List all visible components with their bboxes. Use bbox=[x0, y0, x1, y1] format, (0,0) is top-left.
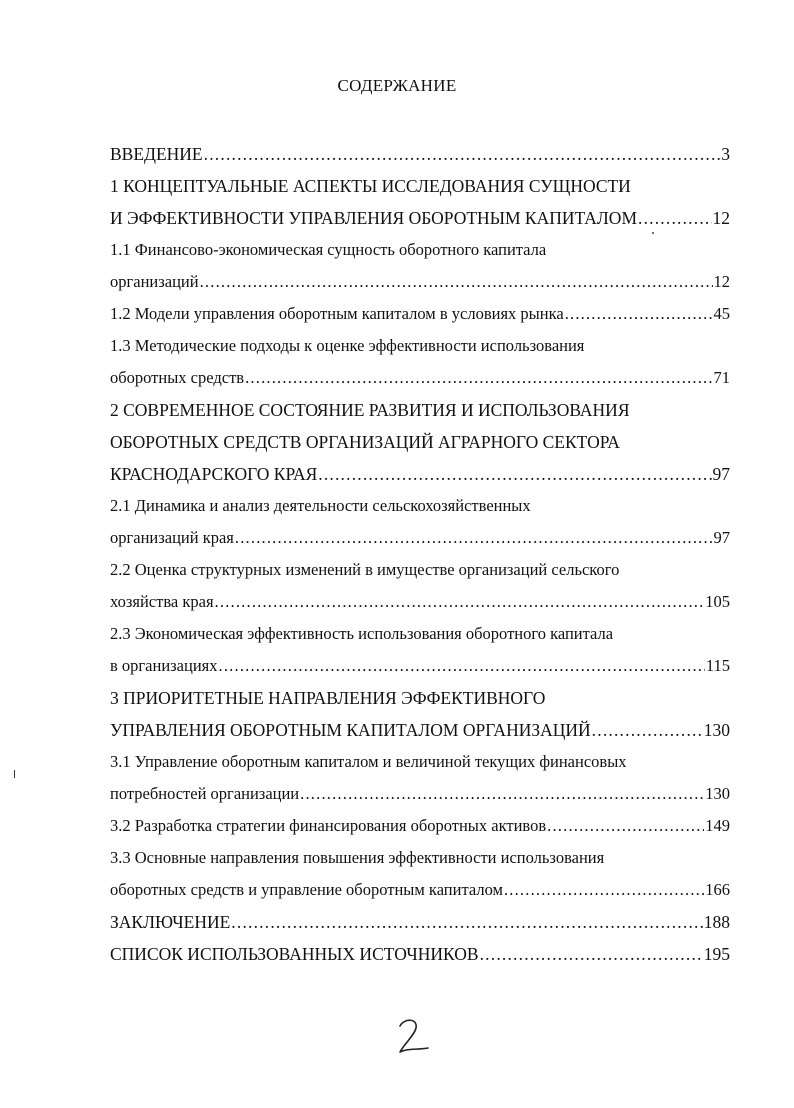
dot-leader bbox=[245, 362, 712, 394]
toc-entry-title: 2.3 Экономическая эффективность использования оборотного капитала bbox=[110, 624, 614, 643]
toc-page-number: 97 bbox=[712, 464, 730, 484]
toc-entry-line bbox=[110, 170, 730, 202]
toc-entry-line bbox=[110, 330, 730, 362]
toc-page-number: 105 bbox=[705, 592, 730, 611]
toc-entry-title: в организациях bbox=[110, 656, 218, 675]
dot-leader bbox=[547, 810, 704, 842]
toc-entry-title: потребностей организации bbox=[110, 784, 300, 803]
toc-entry-line bbox=[110, 906, 730, 938]
toc-entry-line bbox=[110, 746, 730, 778]
toc-entry-line bbox=[110, 522, 730, 554]
toc-page-number: 130 bbox=[705, 784, 730, 803]
toc-page-number: 12 bbox=[713, 272, 730, 291]
toc-entry-line bbox=[110, 138, 730, 170]
dot-leader bbox=[231, 906, 702, 938]
toc-entry-title: 1.1 Финансово-экономическая сущность оборотного капитала bbox=[110, 240, 547, 259]
toc-entry-title: КРАСНОДАРСКОГО КРАЯ bbox=[110, 464, 318, 484]
toc-entry-title: 1.3 Методические подходы к оценке эффективности использования bbox=[110, 336, 585, 355]
toc-entry-title: 3 ПРИОРИТЕТНЫЕ НАПРАВЛЕНИЯ ЭФФЕКТИВНОГО bbox=[110, 688, 546, 708]
toc-entry-line bbox=[110, 426, 730, 458]
toc-entry-title: УПРАВЛЕНИЯ ОБОРОТНЫМ КАПИТАЛОМ ОРГАНИЗАЦИЙ bbox=[110, 720, 591, 740]
toc-page-number: 195 bbox=[703, 944, 730, 964]
toc-page-number: 166 bbox=[705, 880, 730, 899]
toc-entry-title: хозяйства края bbox=[110, 592, 214, 611]
toc-entry-title: 1.2 Модели управления оборотным капиталом в условиях рынка bbox=[110, 304, 564, 323]
toc-page-number: 97 bbox=[713, 528, 730, 547]
dot-leader bbox=[219, 650, 705, 682]
toc-entry-title: ВВЕДЕНИЕ bbox=[110, 144, 203, 164]
toc-page-number: 3 bbox=[721, 144, 730, 164]
dot-leader bbox=[480, 938, 703, 970]
toc-page-number: 130 bbox=[703, 720, 730, 740]
toc-entry-title: 2 СОВРЕМЕННОЕ СОСТОЯНИЕ РАЗВИТИЯ И ИСПОЛЬЗОВАНИЯ bbox=[110, 400, 630, 420]
toc-entry-title: 2.2 Оценка структурных изменений в имуществе организаций сельского bbox=[110, 560, 620, 579]
handwritten-page-number bbox=[394, 1016, 434, 1056]
toc-entry-title: оборотных средств и управление оборотным капиталом bbox=[110, 880, 503, 899]
toc-entry-title: ОБОРОТНЫХ СРЕДСТВ ОРГАНИЗАЦИЙ АГРАРНОГО СЕКТОРА bbox=[110, 432, 620, 452]
toc-entry-title: оборотных средств bbox=[110, 368, 245, 387]
toc-page-number: 71 bbox=[713, 368, 730, 387]
toc-entry-title: 3.1 Управление оборотным капиталом и величиной текущих финансовых bbox=[110, 752, 627, 771]
toc-entry-title: 3.3 Основные направления повышения эффективности использования bbox=[110, 848, 605, 867]
toc-entry-title: организаций bbox=[110, 272, 199, 291]
toc-page-number: 12 bbox=[712, 208, 730, 228]
toc-entry-line bbox=[110, 202, 730, 234]
toc-entry-line bbox=[110, 234, 730, 266]
toc-entry-line bbox=[110, 618, 730, 650]
toc-entry-line bbox=[110, 554, 730, 586]
toc-entry-title: 2.1 Динамика и анализ деятельности сельскохозяйственных bbox=[110, 496, 531, 515]
toc-entry-line bbox=[110, 650, 730, 682]
toc-entry-line bbox=[110, 938, 730, 970]
toc-entry-line bbox=[110, 362, 730, 394]
toc-page-number: 115 bbox=[705, 656, 730, 675]
dot-leader bbox=[235, 522, 713, 554]
toc-entry-line bbox=[110, 874, 730, 906]
toc-entry-title: 1 КОНЦЕПТУАЛЬНЫЕ АСПЕКТЫ ИССЛЕДОВАНИЯ СУЩНОСТИ bbox=[110, 176, 631, 196]
toc-entry-line bbox=[110, 586, 730, 618]
toc-entry-line bbox=[110, 810, 730, 842]
dot-leader bbox=[204, 138, 721, 170]
toc-entry-line bbox=[110, 682, 730, 714]
scan-margin-mark bbox=[14, 770, 15, 778]
toc-page-number: 188 bbox=[703, 912, 730, 932]
toc-entry-line bbox=[110, 714, 730, 746]
dot-leader bbox=[504, 874, 704, 906]
dot-leader bbox=[592, 714, 703, 746]
toc-page-number: 149 bbox=[705, 816, 730, 835]
dot-leader bbox=[565, 298, 713, 330]
toc-entry-line bbox=[110, 266, 730, 298]
toc-entry-line bbox=[110, 394, 730, 426]
page-title: СОДЕРЖАНИЕ bbox=[337, 76, 457, 95]
toc-page-number: 45 bbox=[713, 304, 730, 323]
dot-leader bbox=[318, 458, 711, 490]
toc-entry-line bbox=[110, 298, 730, 330]
table-of-contents bbox=[110, 138, 730, 970]
toc-entry-line bbox=[110, 458, 730, 490]
toc-entry-title: организаций края bbox=[110, 528, 234, 547]
toc-entry-line bbox=[110, 842, 730, 874]
toc-entry-line bbox=[110, 490, 730, 522]
toc-entry-line bbox=[110, 778, 730, 810]
toc-entry-title: 3.2 Разработка стратегии финансирования оборотных активов bbox=[110, 816, 547, 835]
toc-entry-title: СПИСОК ИСПОЛЬЗОВАННЫХ ИСТОЧНИКОВ bbox=[110, 944, 479, 964]
dot-leader bbox=[215, 586, 705, 618]
dot-leader bbox=[300, 778, 704, 810]
toc-entry-title: ЗАКЛЮЧЕНИЕ bbox=[110, 912, 231, 932]
dot-leader bbox=[200, 266, 713, 298]
toc-entry-title: И ЭФФЕКТИВНОСТИ УПРАВЛЕНИЯ ОБОРОТНЫМ КАПИТАЛОМ bbox=[110, 208, 637, 228]
dot-leader bbox=[638, 202, 712, 234]
